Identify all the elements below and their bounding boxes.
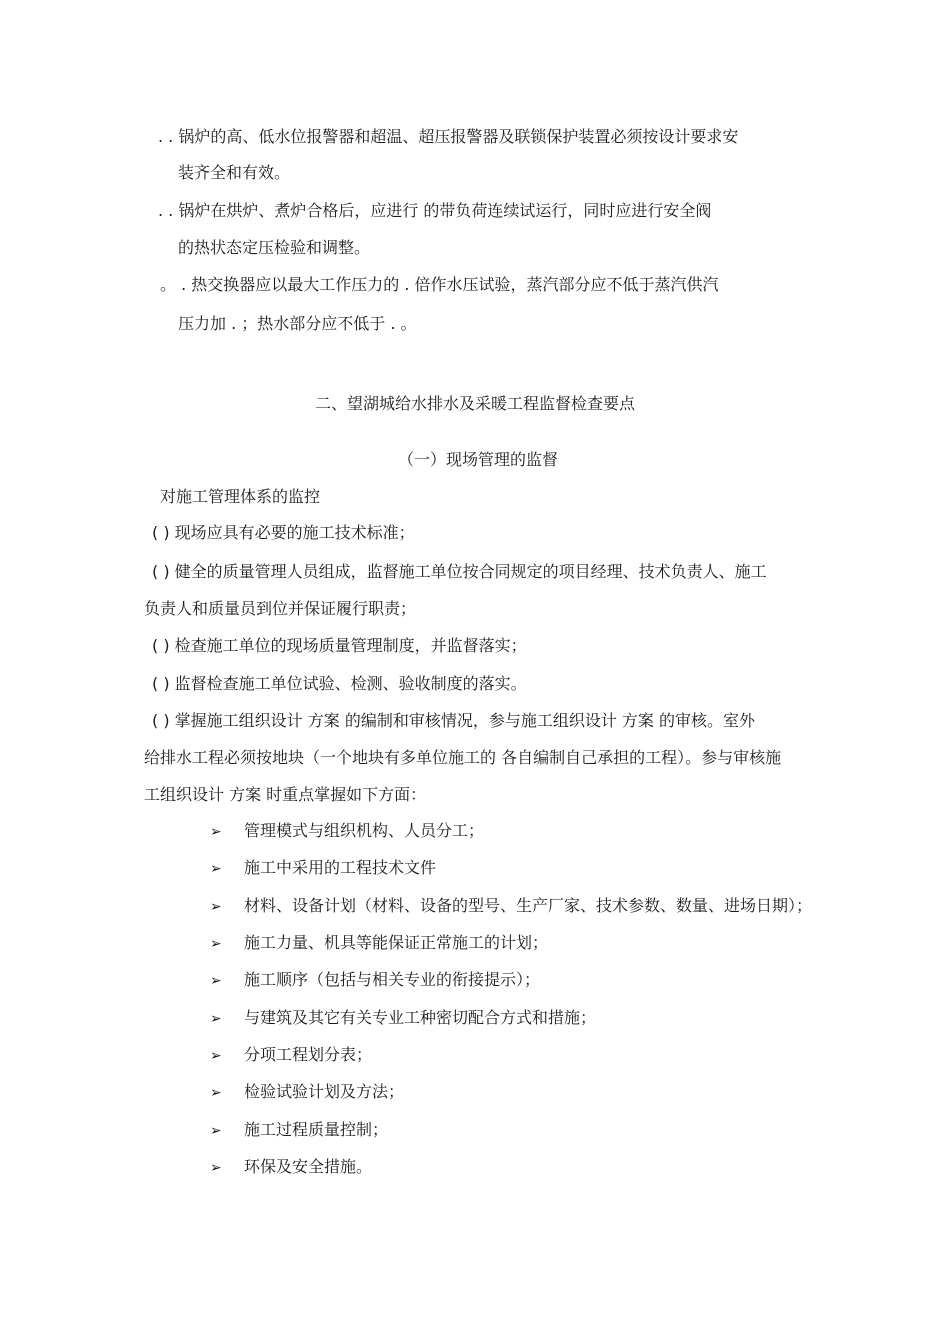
- intro-text: 对施工管理体系的监控: [160, 487, 321, 506]
- list-item: [210, 857, 436, 880]
- arrow-bullet-icon: ➢: [210, 899, 222, 915]
- list-item-text: 材料、设备计划（材料、设备的型号、生产厂家、技术参数、数量、进场日期）；: [244, 896, 813, 915]
- arrow-bullet-icon: ➢: [210, 936, 222, 952]
- list-item-text: 施工中采用的工程技术文件: [244, 858, 437, 877]
- list-item: [210, 1156, 372, 1179]
- list-item-text: 施工力量、机具等能保证正常施工的计划；: [244, 933, 549, 952]
- item-3-line-2: 压力加 . ；热水部分应不低于 . 。: [178, 314, 417, 333]
- paragraph-5-line-3: 工组织设计 方案 时重点掌握如下方面：: [144, 785, 427, 804]
- subsection-title: （一）现场管理的监督: [398, 450, 559, 469]
- list-item: [210, 1081, 404, 1104]
- paragraph-3: ( ) 检查施工单位的现场质量管理制度，并监督落实；: [152, 636, 527, 655]
- arrow-bullet-icon: ➢: [210, 1085, 222, 1101]
- arrow-bullet-icon: ➢: [210, 861, 222, 877]
- list-item: [210, 969, 540, 992]
- paragraph-4: ( ) 监督检查施工单位试验、检测、验收制度的落实。: [152, 674, 527, 693]
- item-3-line-1: 。 . 热交换器应以最大工作压力的 . 倍作水压试验，蒸汽部分应不低于蒸汽供汽: [160, 275, 719, 294]
- list-item-text: 检验试验计划及方法；: [244, 1082, 405, 1101]
- list-item-text: 施工过程质量控制；: [244, 1120, 389, 1139]
- paragraph-1: ( ) 现场应具有必要的施工技术标准；: [152, 523, 415, 542]
- arrow-bullet-icon: ➢: [210, 1011, 222, 1027]
- section-title: 二、望湖城给水排水及采暖工程监督检查要点: [314, 394, 635, 413]
- list-item-text: 管理模式与组织机构、人员分工；: [244, 821, 485, 840]
- item-2-line-1: . . 锅炉在烘炉、煮炉合格后，应进行 的带负荷连续试运行，同时应进行安全阀: [158, 201, 712, 220]
- item-2-line-2: 的热状态定压检验和调整。: [178, 238, 371, 257]
- paragraph-5-line-1: ( ) 掌握施工组织设计 方案 的编制和审核情况，参与施工组织设计 方案 的审核。室外: [152, 711, 756, 730]
- list-item: [210, 1044, 372, 1067]
- list-item: [210, 1119, 388, 1142]
- list-item-text: 分项工程划分表；: [244, 1045, 373, 1064]
- arrow-bullet-icon: ➢: [210, 1123, 222, 1139]
- paragraph-2-line-2: 负责人和质量员到位并保证履行职责；: [144, 599, 417, 618]
- list-item-text: 环保及安全措施。: [244, 1157, 373, 1176]
- list-item: [210, 932, 548, 955]
- paragraph-5-line-2: 给排水工程必须按地块（一个地块有多单位施工的 各自编制自己承担的工程）。参与审核施: [144, 748, 782, 767]
- item-1-line-2: 装齐全和有效。: [178, 163, 291, 182]
- list-item: [210, 1007, 596, 1030]
- list-item: [210, 820, 484, 843]
- item-1-line-1: . . 锅炉的高、低水位报警器和超温、超压报警器及联锁保护装置必须按设计要求安: [158, 127, 739, 146]
- list-item: [210, 895, 812, 918]
- arrow-bullet-icon: ➢: [210, 973, 222, 989]
- arrow-bullet-icon: ➢: [210, 824, 222, 840]
- paragraph-2-line-1: ( ) 健全的质量管理人员组成，监督施工单位按合同规定的项目经理、技术负责人、施工: [152, 562, 767, 581]
- list-item-text: 与建筑及其它有关专业工种密切配合方式和措施；: [244, 1008, 597, 1027]
- list-item-text: 施工顺序（包括与相关专业的衔接提示）；: [244, 970, 541, 989]
- arrow-bullet-icon: ➢: [210, 1160, 222, 1176]
- arrow-bullet-icon: ➢: [210, 1048, 222, 1064]
